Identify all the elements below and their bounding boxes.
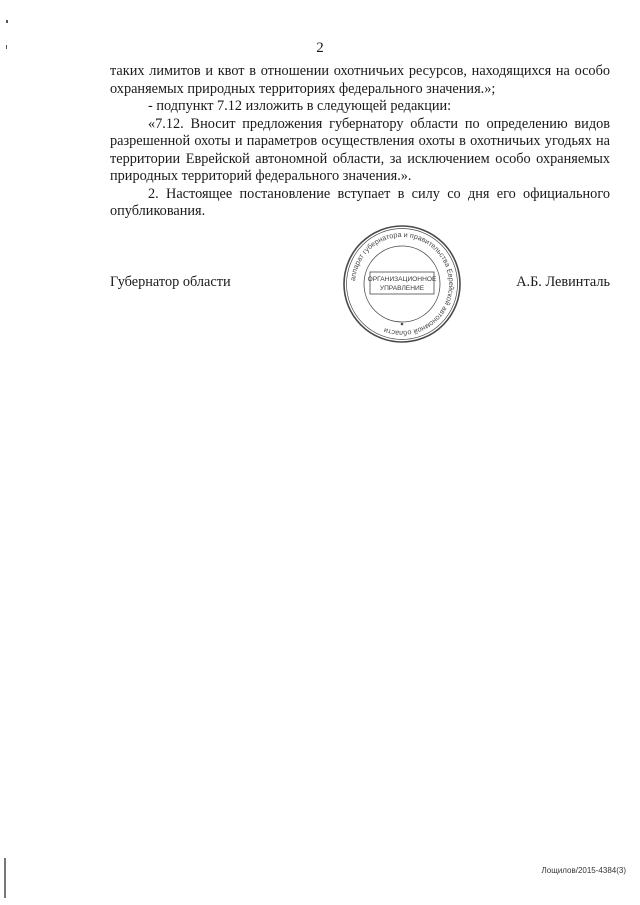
margin-mark-top <box>6 20 8 23</box>
document-body <box>110 63 610 221</box>
document-registration-code: Лощилов/2015-4384(3) <box>541 866 626 875</box>
official-seal <box>340 222 464 346</box>
seal-star-dot <box>401 323 404 326</box>
margin-mark-bottom <box>4 858 6 898</box>
seal-center-line2: УПРАВЛЕНИЕ <box>379 285 425 292</box>
paragraph-subpoint-intro: - подпункт 7.12 изложить в следующей редакции: <box>148 98 452 114</box>
seal-center-line1: ОРГАНИЗАЦИОННОЕ <box>367 276 437 283</box>
paragraph-subpoint-7-12: «7.12. Вносит предложения губернатору области по определению видов разрешенной охоты и параметров осуществления охоты в охотничьих угодьях на территории Еврейской автономной области, за исключением особо охраняемых природных территорий федерального значения.». <box>110 115 610 184</box>
signature-title: Губернатор области <box>110 274 231 290</box>
paragraph-limits-continuation: таких лимитов и квот в отношении охотничьих ресурсов, находящихся на особо охраняемых природных территориях федерального значения.»; <box>110 63 610 97</box>
seal-ring-text: аппарат губернатора и правительства Еврейской автономной области <box>348 229 457 339</box>
signature-name: А.Б. Левинталь <box>516 274 610 290</box>
page-number: 2 <box>316 40 324 56</box>
paragraph-effective-date: 2. Настоящее постановление вступает в силу со дня его официального опубликования. <box>110 185 610 219</box>
